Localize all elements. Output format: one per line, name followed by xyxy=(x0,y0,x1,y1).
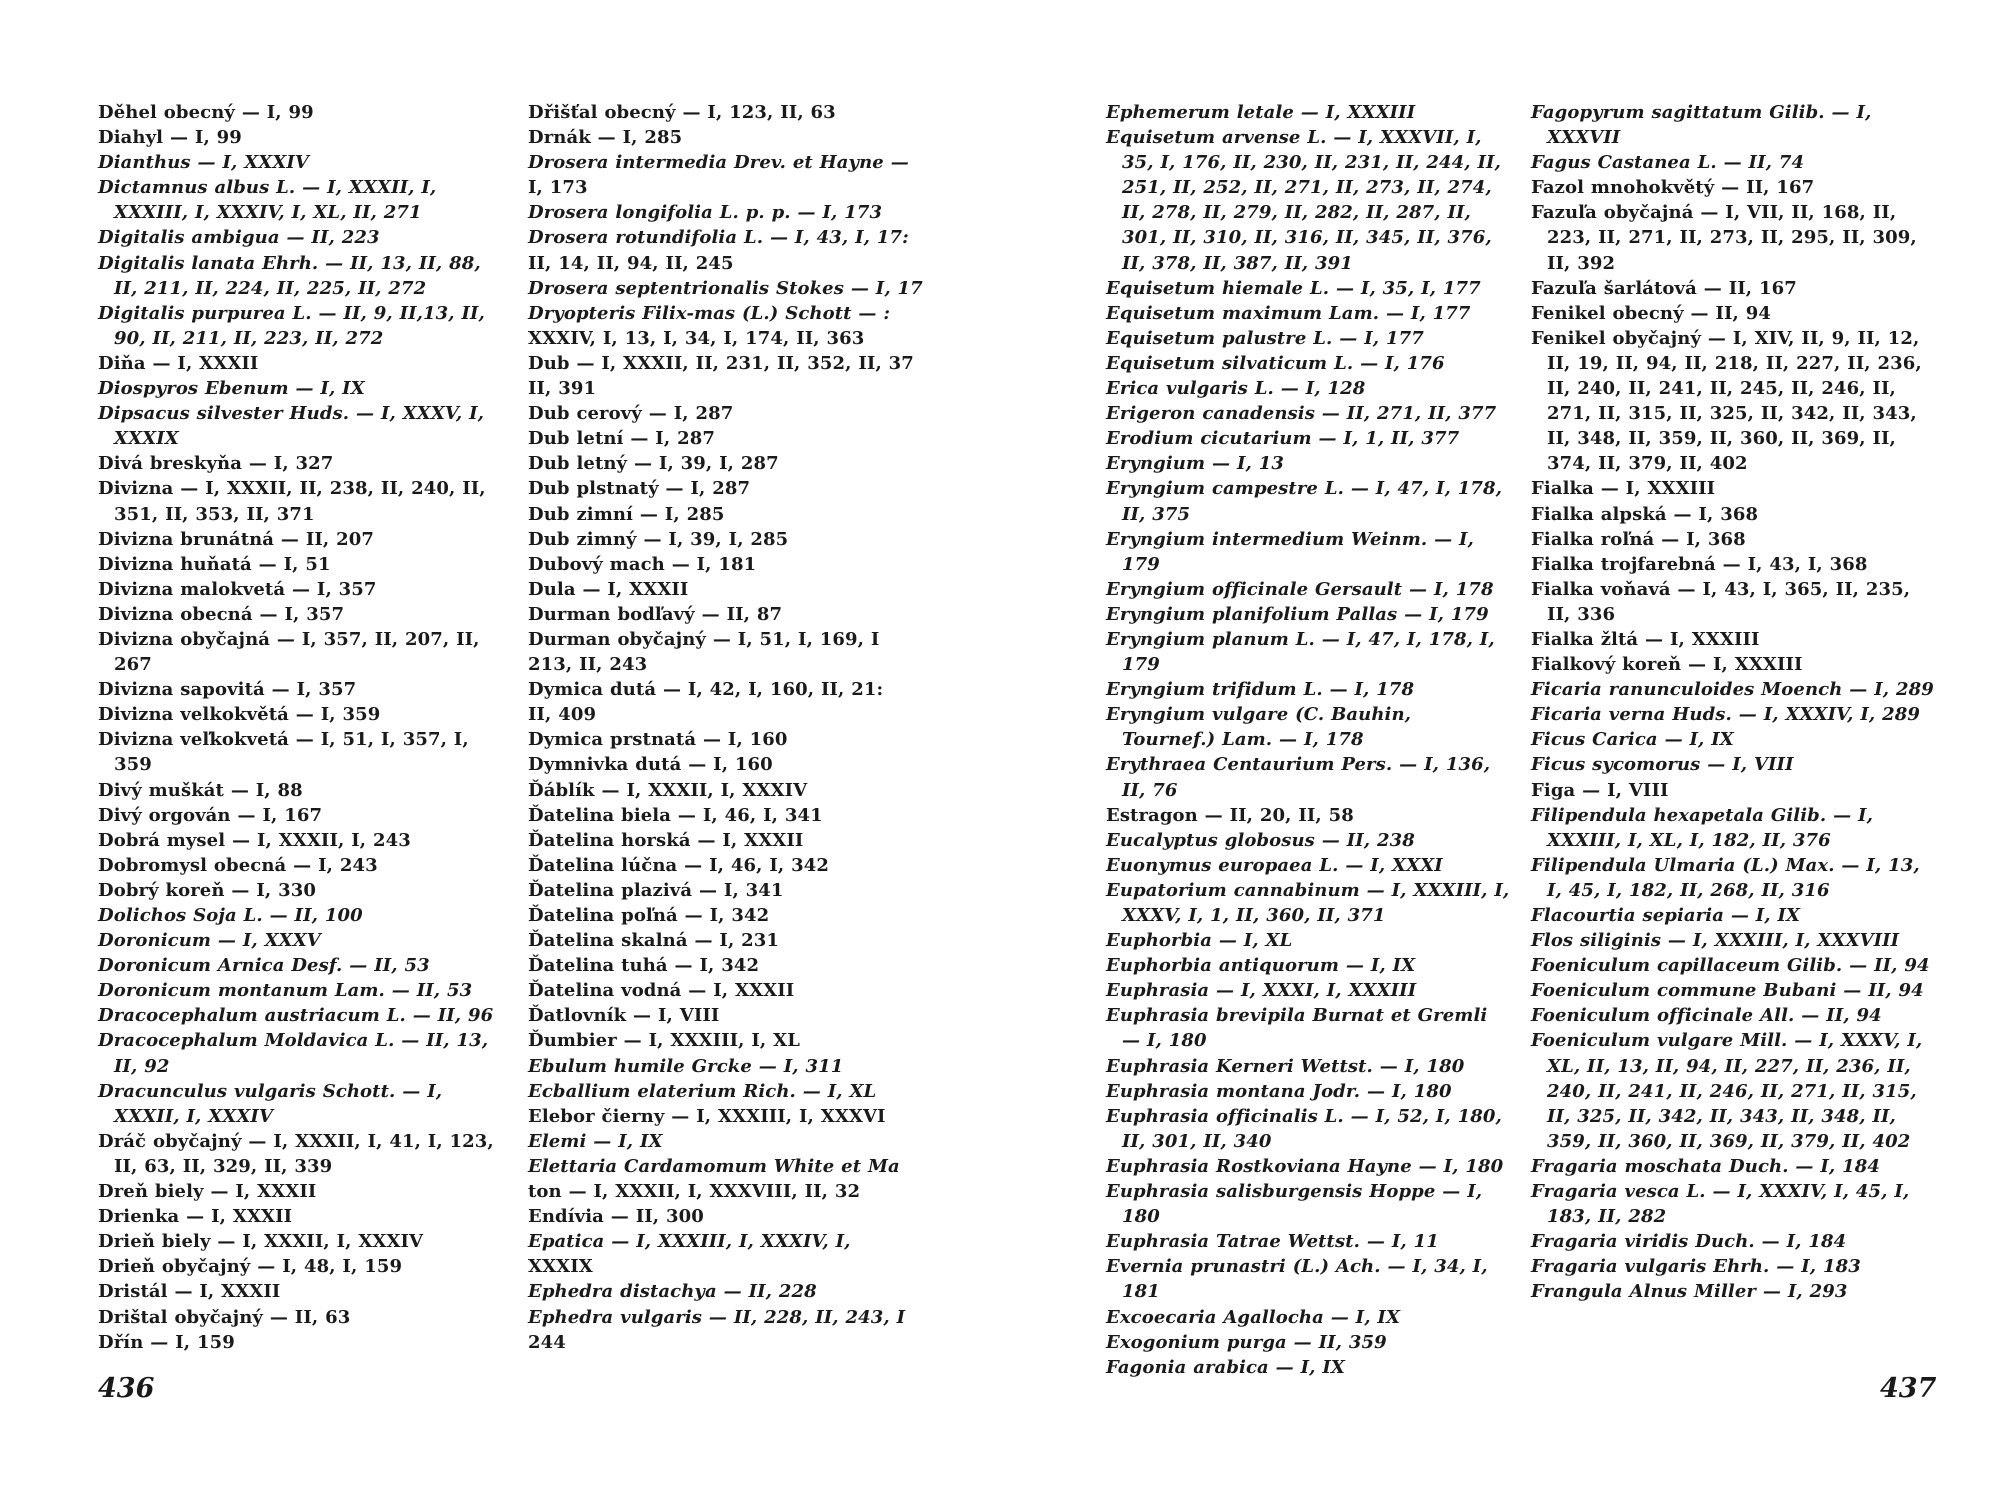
index-entry: Dymica dutá — I, 42, I, 160, II, 21: xyxy=(528,679,884,701)
index-entry: Ficus sycomorus — I, VIII xyxy=(1531,754,1794,776)
index-entry: Drosera intermedia Drev. et Hayne — xyxy=(528,152,909,174)
index-entry: Ebulum humile Grcke — I, 311 xyxy=(528,1055,844,1077)
index-entry: Digitalis lanata Ehrh. — II, 13, II, 88, II, 211, II, 224, II, 225, II, 272 xyxy=(98,252,481,299)
index-entry: Eryngium planifolium Pallas — I, 179 xyxy=(1106,603,1489,625)
index-entry: Ďatlovník — I, VIII xyxy=(528,1005,720,1027)
index-entry: Ficus Carica — I, IX xyxy=(1531,729,1734,751)
index-entry: Ďatelina poľná — I, 342 xyxy=(528,905,770,926)
index-entry: Fialka trojfarebná — I, 43, I, 368 xyxy=(1531,553,1868,575)
index-entry: Fragaria viridis Duch. — I, 184 xyxy=(1531,1231,1847,1253)
index-entry: II, 409 xyxy=(528,704,597,726)
index-entry: Dolichos Soja L. — II, 100 xyxy=(98,905,363,926)
index-entry: Fialka alpská — I, 368 xyxy=(1531,503,1759,525)
index-entry: Dictamnus albus L. — I, XXXII, I, XXXIII, I, XXXIV, I, XL, II, 271 xyxy=(98,177,437,224)
index-entry: Equisetum hiemale L. — I, 35, I, 177 xyxy=(1106,277,1481,299)
index-entry: Erodium cicutarium — I, 1, II, 377 xyxy=(1106,428,1460,450)
index-entry: Divizna obecná — I, 357 xyxy=(98,603,345,625)
index-entry: Dobrá mysel — I, XXXII, I, 243 xyxy=(98,829,411,851)
index-entry: Dracunculus vulgaris Schott. — I, XXXII, I, XXXIV xyxy=(98,1080,443,1127)
index-entry: Dymnivka dutá — I, 160 xyxy=(528,754,773,776)
index-column-1 xyxy=(98,100,503,1360)
index-entry: Filipendula hexapetala Gilib. — I, XXXIII, I, XL, I, 182, II, 376 xyxy=(1531,804,1873,851)
index-entry: Eryngium campestre L. — I, 47, I, 178, II, 375 xyxy=(1106,478,1503,525)
index-entry: Ďatelina vodná — I, XXXII xyxy=(528,980,795,1002)
index-entry: Divá breskyňa — I, 327 xyxy=(98,453,334,475)
index-entry: Ephedra vulgaris — II, 228, II, 243, I xyxy=(528,1306,906,1328)
index-entry: Fenikel obyčajný — I, XIV, II, 9, II, 12, II, 19, II, 94, II, 218, II, 227, II, 236, II, 240, II, 241, II, 245, II, 246, II, 271, II, 315, II, 325, II, 342, II, 343, II, 348, II, 359, II, 360, II, 369, II, 374, II, 379, II, 402 xyxy=(1531,327,1922,475)
index-entry: Flos siliginis — I, XXXIII, I, XXXVIII xyxy=(1531,930,1900,952)
index-entry: Euphrasia brevipila Burnat et Gremli — I, 180 xyxy=(1106,1005,1488,1052)
index-entry: XXXIX xyxy=(528,1256,593,1278)
index-entry: Euonymus europaea L. — I, XXXI xyxy=(1106,854,1443,876)
index-entry: Elettaria Cardamomum White et Ma xyxy=(528,1155,900,1177)
index-entry: Durman bodľavý — II, 87 xyxy=(528,603,783,625)
index-entry: Evernia prunastri (L.) Ach. — I, 34, I, 181 xyxy=(1106,1256,1488,1303)
index-entry: Flacourtia sepiaria — I, IX xyxy=(1531,905,1801,926)
index-entry: Ephedra distachya — II, 228 xyxy=(528,1281,817,1303)
index-entry: Divizna obyčajná — I, 357, II, 207, II, 267 xyxy=(98,628,480,676)
index-entry: Ecballium elaterium Rich. — I, XL xyxy=(528,1080,877,1102)
index-entry: Fialka — I, XXXIII xyxy=(1531,478,1716,500)
index-entry: Foeniculum vulgare Mill. — I, XXXV, I, XL, II, 13, II, 94, II, 227, II, 236, II, 240, II, 241, II, 246, II, 271, II, 315, II, 325, II, 342, II, 343, II, 348, II, 359, II, 360, II, 369, II, 379, II, 402 xyxy=(1531,1030,1923,1152)
index-entry: Ďatelina biela — I, 46, I, 341 xyxy=(528,804,823,826)
index-column-4 xyxy=(1531,100,1936,1360)
index-entry: Elemi — I, IX xyxy=(528,1130,663,1152)
index-entry: Děhel obecný — I, 99 xyxy=(98,102,314,123)
index-entry: Digitalis purpurea L. — II, 9, II,13, II, 90, II, 211, II, 223, II, 272 xyxy=(98,302,485,349)
index-entry: Ďatelina skalná — I, 231 xyxy=(528,930,780,952)
index-entry: Eryngium planum L. — I, 47, I, 178, I, 179 xyxy=(1106,628,1495,676)
index-entry: Ďáblík — I, XXXII, I, XXXIV xyxy=(528,779,808,801)
index-entry: Fazol mnohokvětý — II, 167 xyxy=(1531,177,1815,199)
index-entry: Fazuľa obyčajná — I, VII, II, 168, II, 223, II, 271, II, 273, II, 295, II, 309, II, 392 xyxy=(1531,202,1917,274)
index-entry: Ďatelina tuhá — I, 342 xyxy=(528,955,760,977)
index-entry: Drienka — I, XXXII xyxy=(98,1206,293,1228)
index-entry: Euphrasia Kerneri Wettst. — I, 180 xyxy=(1106,1055,1465,1077)
index-entry: Drosera septentrionalis Stokes — I, 17 xyxy=(528,277,923,299)
index-entry: Excoecaria Agallocha — I, IX xyxy=(1106,1306,1401,1328)
index-entry: Eryngium trifidum L. — I, 178 xyxy=(1106,679,1415,701)
index-entry: Figa — I, VIII xyxy=(1531,779,1669,801)
index-entry: Divizna huňatá — I, 51 xyxy=(98,553,331,575)
index-entry: Erigeron canadensis — II, 271, II, 377 xyxy=(1106,403,1497,425)
index-entry: Fagus Castanea L. — II, 74 xyxy=(1531,152,1805,174)
index-entry: Dianthus — I, XXXIV xyxy=(98,152,309,174)
index-entry: Doronicum — I, XXXV xyxy=(98,930,321,952)
index-entry: Euphorbia antiquorum — I, IX xyxy=(1106,955,1416,977)
index-entry: Ďatelina plazivá — I, 341 xyxy=(528,879,784,901)
index-entry: Dryopteris Filix-mas (L.) Schott — : xyxy=(528,302,891,324)
index-entry: Dobromysl obecná — I, 243 xyxy=(98,854,378,876)
index-entry: Fragaria moschata Duch. — I, 184 xyxy=(1531,1155,1881,1177)
index-entry: Euphrasia Rostkoviana Hayne — I, 180 xyxy=(1106,1155,1504,1177)
index-entry: Ficaria verna Huds. — I, XXXIV, I, 289 xyxy=(1531,704,1920,726)
index-entry: Foeniculum officinale All. — II, 94 xyxy=(1531,1005,1882,1027)
index-entry: Dula — I, XXXII xyxy=(528,578,689,600)
index-entry: Dracocephalum Moldavica L. — II, 13, II, 92 xyxy=(98,1030,489,1077)
index-entry: Ďumbier — I, XXXIII, I, XL xyxy=(528,1030,800,1052)
index-entry: 244 xyxy=(528,1331,566,1353)
index-entry: Diahyl — I, 99 xyxy=(98,127,242,149)
index-entry: Ficaria ranunculoides Moench — I, 289 xyxy=(1531,679,1934,701)
index-entry: Dub zimní — I, 285 xyxy=(528,503,725,525)
index-entry: Euphrasia officinalis L. — I, 52, I, 180, II, 301, II, 340 xyxy=(1106,1105,1502,1152)
index-entry: Dobrý koreň — I, 330 xyxy=(98,879,316,901)
index-entry: Drnák — I, 285 xyxy=(528,127,683,149)
index-entry: Euphrasia salisburgensis Hoppe — I, 180 xyxy=(1106,1181,1483,1228)
index-entry: Dřišťal obecný — I, 123, II, 63 xyxy=(528,102,836,123)
index-entry: Foeniculum commune Bubani — II, 94 xyxy=(1531,980,1924,1002)
index-entry: Equisetum maximum Lam. — I, 177 xyxy=(1106,302,1471,324)
index-entry: Divý muškát — I, 88 xyxy=(98,779,303,801)
index-entry: Dub letní — I, 287 xyxy=(528,428,715,450)
index-entry: Divizna sapovitá — I, 357 xyxy=(98,679,357,701)
index-entry: Divý orgován — I, 167 xyxy=(98,804,323,826)
index-column-2 xyxy=(528,100,923,1360)
index-entry: Dub cerový — I, 287 xyxy=(528,403,734,425)
index-entry: Erythraea Centaurium Pers. — I, 136, II, 76 xyxy=(1106,754,1491,801)
index-entry: Dreň biely — I, XXXII xyxy=(98,1181,317,1203)
index-entry: Euphrasia — I, XXXI, I, XXXIII xyxy=(1106,980,1417,1002)
index-entry: Fagopyrum sagittatum Gilib. — I, XXXVII xyxy=(1531,102,1872,149)
index-entry: Dřín — I, 159 xyxy=(98,1331,235,1353)
index-entry: Equisetum palustre L. — I, 177 xyxy=(1106,327,1424,349)
index-entry: Dub plstnatý — I, 287 xyxy=(528,478,751,500)
index-entry: Digitalis ambigua — II, 223 xyxy=(98,227,380,249)
index-entry: Ďatelina horská — I, XXXII xyxy=(528,829,804,851)
index-entry: Fialka žltá — I, XXXIII xyxy=(1531,628,1760,650)
index-entry: Fagonia arabica — I, IX xyxy=(1106,1356,1345,1378)
index-entry: II, 14, II, 94, II, 245 xyxy=(528,252,734,274)
index-entry: Eryngium intermedium Weinm. — I, 179 xyxy=(1106,528,1474,575)
index-entry: Fazuľa šarlátová — II, 167 xyxy=(1531,277,1797,299)
index-entry: Fialka voňavá — I, 43, I, 365, II, 235, II, 336 xyxy=(1531,578,1911,625)
index-entry: Drieň biely — I, XXXII, I, XXXIV xyxy=(98,1231,424,1253)
index-entry: Eupatorium cannabinum — I, XXXIII, I, XXXV, I, 1, II, 360, II, 371 xyxy=(1106,879,1510,926)
index-entry: Diospyros Ebenum — I, IX xyxy=(98,378,365,400)
index-entry: Doronicum montanum Lam. — II, 53 xyxy=(98,980,473,1002)
index-entry: Durman obyčajný — I, 51, I, 169, I xyxy=(528,628,880,650)
index-entry: XXXIV, I, 13, I, 34, I, 174, II, 363 xyxy=(528,327,865,349)
index-entry: Fragaria vesca L. — I, XXXIV, I, 45, I, 183, II, 282 xyxy=(1531,1181,1910,1228)
index-entry: Dubový mach — I, 181 xyxy=(528,553,757,575)
index-entry: Ďatelina lúčna — I, 46, I, 342 xyxy=(528,854,829,876)
index-entry: Divizna malokvetá — I, 357 xyxy=(98,578,377,600)
index-entry: Divizna veľkokvetá — I, 51, I, 357, I, 359 xyxy=(98,729,469,776)
index-entry: Eryngium — I, 13 xyxy=(1106,453,1284,475)
index-entry: Euphorbia — I, XL xyxy=(1106,930,1293,952)
index-entry: Dub zimný — I, 39, I, 285 xyxy=(528,528,789,550)
index-entry: Erica vulgaris L. — I, 128 xyxy=(1106,378,1366,400)
index-entry: II, 391 xyxy=(528,378,597,400)
index-entry: Dristál — I, XXXII xyxy=(98,1281,281,1303)
index-entry: Endívia — II, 300 xyxy=(528,1206,704,1228)
index-entry: I, 173 xyxy=(528,177,588,199)
index-entry: Euphrasia montana Jodr. — I, 180 xyxy=(1106,1080,1452,1102)
index-entry: Dipsacus silvester Huds. — I, XXXV, I, XXXIX xyxy=(98,403,484,450)
index-entry: Exogonium purga — II, 359 xyxy=(1106,1331,1387,1353)
index-entry: Divizna — I, XXXII, II, 238, II, 240, II, 351, II, 353, II, 371 xyxy=(98,478,486,525)
index-entry: Ephemerum letale — I, XXXIII xyxy=(1106,102,1416,123)
index-entry: Drosera longifolia L. p. p. — I, 173 xyxy=(528,202,883,224)
index-entry: Frangula Alnus Miller — I, 293 xyxy=(1531,1281,1848,1303)
index-entry: Estragon — II, 20, II, 58 xyxy=(1106,804,1354,826)
index-entry: Filipendula Ulmaria (L.) Max. — I, 13, I, 45, I, 182, II, 268, II, 316 xyxy=(1531,854,1920,901)
index-entry: Epatica — I, XXXIII, I, XXXIV, I, xyxy=(528,1231,851,1253)
index-entry: Divizna brunátná — II, 207 xyxy=(98,528,375,550)
index-entry: Diňa — I, XXXII xyxy=(98,352,259,374)
page-number-left: 436 xyxy=(98,1373,155,1404)
index-entry: Dub letný — I, 39, I, 287 xyxy=(528,453,779,475)
index-entry: ton — I, XXXII, I, XXXVIII, II, 32 xyxy=(528,1181,861,1203)
index-entry: Doronicum Arnica Desf. — II, 53 xyxy=(98,955,430,977)
index-entry: Equisetum arvense L. — I, XXXVII, I, 35, I, 176, II, 230, II, 231, II, 244, II, 251, II, 252, II, 271, II, 273, II, 274, II, 278, II, 279, II, 282, II, 287, II, 301, II, 310, II, 316, II, 345, II, 376, II, 378, II, 387, II, 391 xyxy=(1106,127,1501,274)
index-entry: Elebor čierny — I, XXXIII, I, XXXVI xyxy=(528,1105,886,1127)
index-entry: Fialkový koreň — I, XXXIII xyxy=(1531,654,1803,676)
index-entry: Dracocephalum austriacum L. — II, 96 xyxy=(98,1005,494,1027)
index-entry: Eryngium officinale Gersault — I, 178 xyxy=(1106,578,1494,600)
index-entry: Eucalyptus globosus — II, 238 xyxy=(1106,829,1415,851)
index-entry: Drosera rotundifolia L. — I, 43, I, 17: xyxy=(528,227,909,249)
index-entry: Dymica prstnatá — I, 160 xyxy=(528,729,788,751)
index-entry: Euphrasia Tatrae Wettst. — I, 11 xyxy=(1106,1231,1439,1253)
index-entry: Divizna velkokvětá — I, 359 xyxy=(98,704,381,726)
index-entry: 213, II, 243 xyxy=(528,654,648,676)
index-entry: Fialka roľná — I, 368 xyxy=(1531,528,1746,550)
index-entry: Foeniculum capillaceum Gilib. — II, 94 xyxy=(1531,955,1930,977)
index-column-3 xyxy=(1106,100,1511,1378)
index-entry: Dráč obyčajný — I, XXXII, I, 41, I, 123, II, 63, II, 329, II, 339 xyxy=(98,1130,494,1177)
index-entry: Fragaria vulgaris Ehrh. — I, 183 xyxy=(1531,1256,1861,1278)
page-number-right: 437 xyxy=(1880,1373,1937,1404)
index-entry: Fenikel obecný — II, 94 xyxy=(1531,302,1772,324)
index-entry: Eryngium vulgare (C. Bauhin, Tournef.) Lam. — I, 178 xyxy=(1106,704,1412,751)
index-entry: Drieň obyčajný — I, 48, I, 159 xyxy=(98,1256,403,1278)
index-entry: Equisetum silvaticum L. — I, 176 xyxy=(1106,352,1445,374)
index-entry: Drištal obyčajný — II, 63 xyxy=(98,1306,351,1328)
index-entry: Dub — I, XXXII, II, 231, II, 352, II, 37 xyxy=(528,352,914,374)
